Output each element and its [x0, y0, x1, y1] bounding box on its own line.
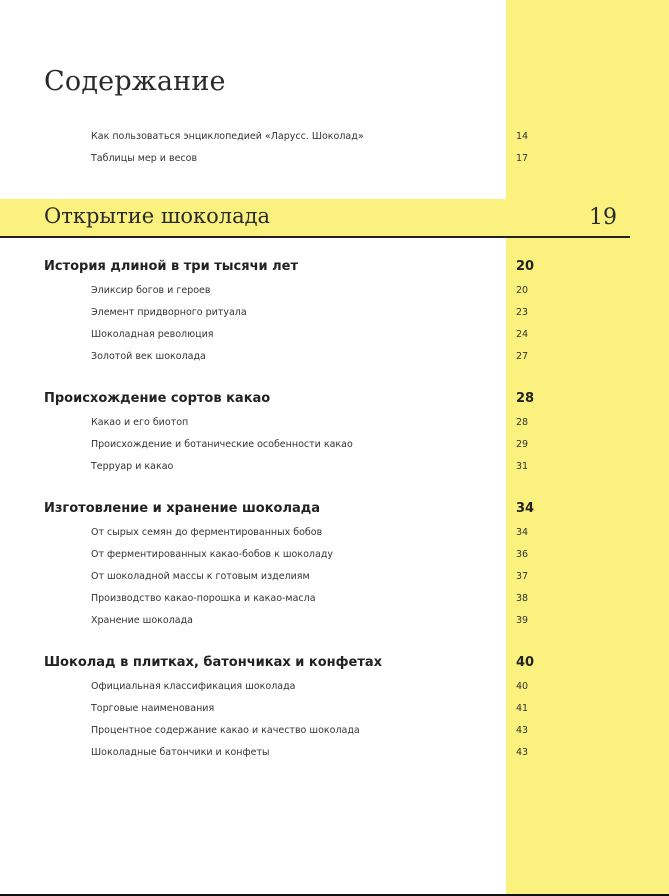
toc-entry-page: 43	[516, 725, 529, 736]
toc-entry-page: 36	[516, 549, 529, 560]
toc-entry-page: 39	[516, 615, 529, 626]
toc-entry-label[interactable]: Шоколадная революция	[91, 329, 214, 340]
section-title[interactable]: Шоколад в плитках, батончиках и конфетах	[44, 655, 383, 670]
page-title: Содержание	[44, 66, 226, 97]
toc-entry-label[interactable]: Терруар и какао	[91, 461, 174, 472]
toc-entry-page: 38	[516, 593, 529, 604]
toc-entry-label[interactable]: Какао и его биотоп	[91, 417, 189, 428]
toc-entry-label[interactable]: От ферментированных какао-бобов к шоколаду	[91, 549, 334, 560]
toc-entry-page: 23	[516, 307, 529, 318]
toc-entry-page: 41	[516, 703, 529, 714]
toc-entry-label[interactable]: Эликсир богов и героев	[91, 285, 211, 296]
toc-entry-label[interactable]: Процентное содержание какао и качество шоколада	[91, 725, 360, 736]
section-page-number: 34	[516, 501, 535, 516]
toc-entry-page: 29	[516, 439, 529, 450]
part-header-rule	[0, 236, 630, 238]
part-title[interactable]: Открытие шоколада	[44, 204, 271, 228]
toc-entry-page: 43	[516, 747, 529, 758]
toc-entry-page: 28	[516, 417, 529, 428]
toc-entry[interactable]	[0, 131, 669, 149]
section-page-number: 20	[516, 259, 535, 274]
toc-entry-label[interactable]: Элемент придворного ритуала	[91, 307, 247, 318]
toc-entry-label[interactable]: Золотой век шоколада	[91, 351, 206, 362]
toc-entry-label[interactable]: Происхождение и ботанические особенности какао	[91, 439, 353, 450]
toc-entry-label[interactable]: От сырых семян до ферментированных бобов	[91, 527, 323, 538]
toc-entry-page: 31	[516, 461, 529, 472]
toc-entry[interactable]	[0, 153, 669, 171]
toc-entry-page: 27	[516, 351, 529, 362]
toc-entry-page: 34	[516, 527, 529, 538]
toc-entry-label: Таблицы мер и весов	[91, 153, 198, 164]
section-page-number: 40	[516, 655, 535, 670]
toc-entry-page: 20	[516, 285, 529, 296]
section-title[interactable]: Изготовление и хранение шоколада	[44, 501, 321, 516]
toc-entry-page: 37	[516, 571, 529, 582]
toc-entry-label[interactable]: Производство какао-порошка и какао-масла	[91, 593, 316, 604]
toc-entry-label[interactable]: Хранение шоколада	[91, 615, 194, 626]
toc-entry-page: 17	[516, 153, 529, 164]
toc-entry-label[interactable]: Торговые наименования	[91, 703, 215, 714]
toc-entry-page: 40	[516, 681, 529, 692]
section-title[interactable]: История длиной в три тысячи лет	[44, 259, 299, 274]
toc-entry-page: 24	[516, 329, 529, 340]
toc-entry-label[interactable]: От шоколадной массы к готовым изделиям	[91, 571, 310, 582]
toc-entry-label: Как пользоваться энциклопедией «Ларусс. Шоколад»	[91, 131, 364, 142]
toc-entry-page: 14	[516, 131, 529, 142]
toc-entry-label[interactable]: Шоколадные батончики и конфеты	[91, 747, 270, 758]
section-title[interactable]: Происхождение сортов какао	[44, 391, 271, 406]
part-page-number: 19	[589, 205, 617, 230]
toc-entry-label[interactable]: Официальная классификация шоколада	[91, 681, 296, 692]
section-page-number: 28	[516, 391, 535, 406]
